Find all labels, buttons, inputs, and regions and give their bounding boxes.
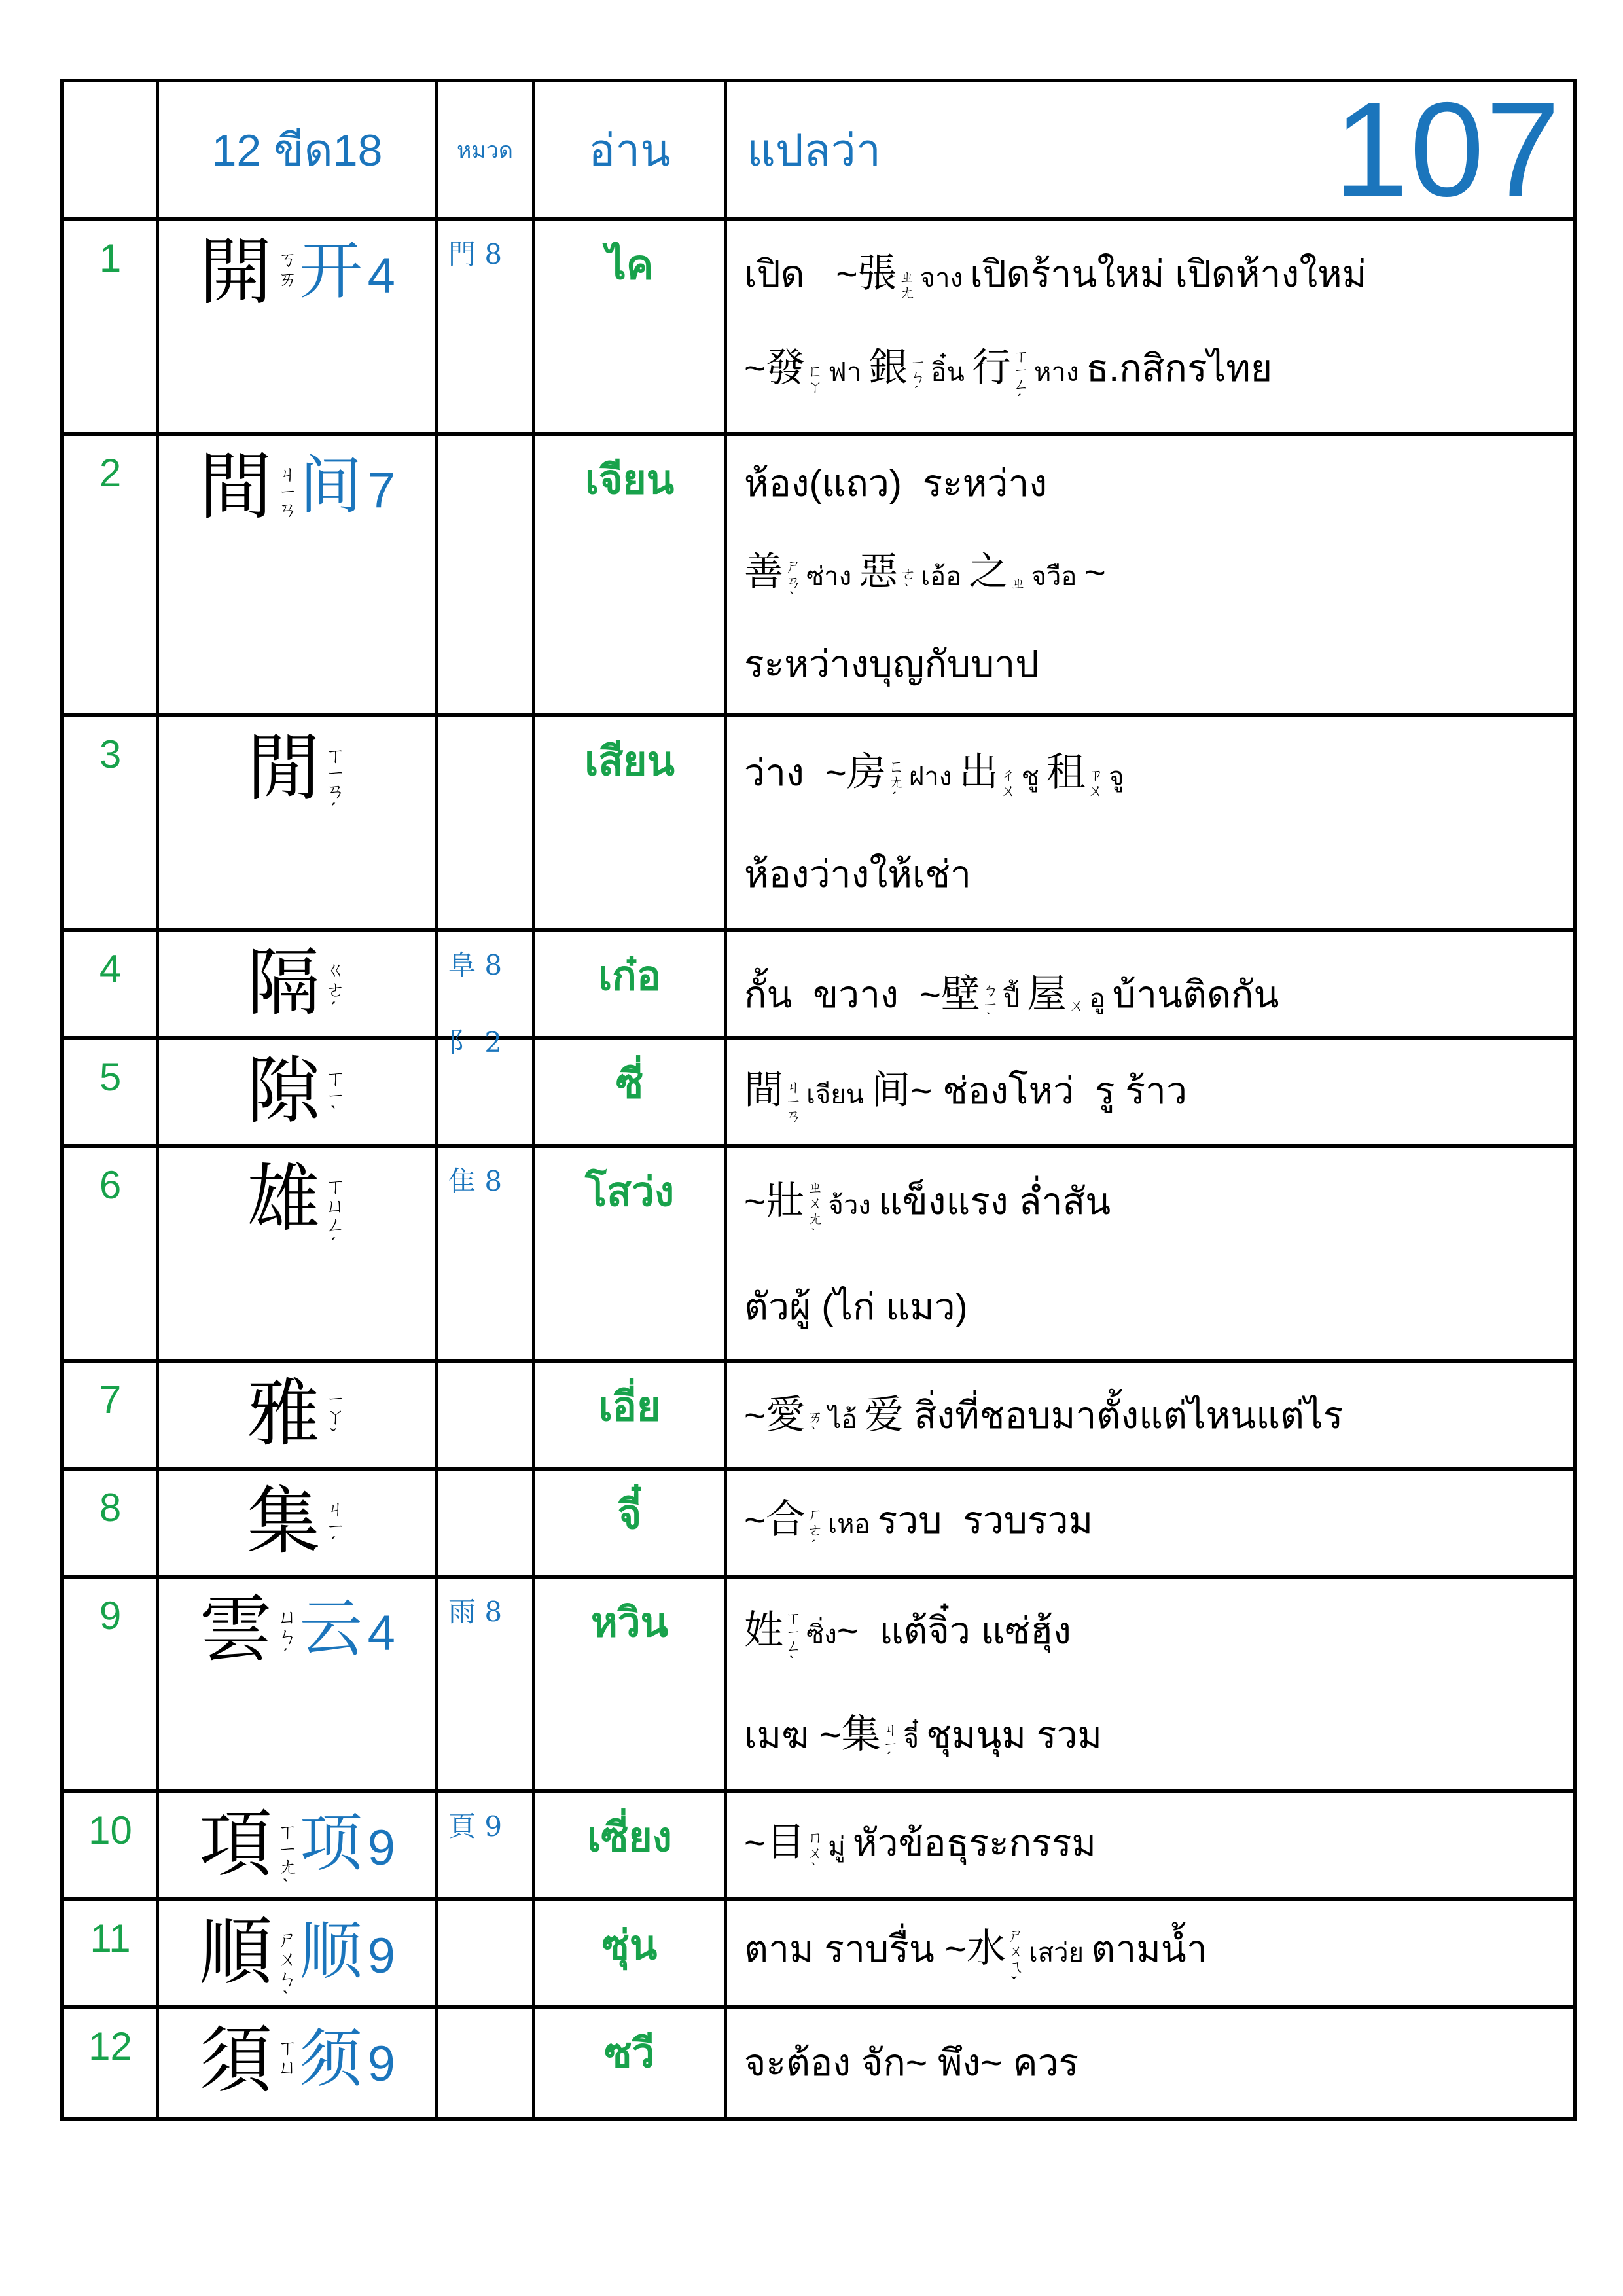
thai-phonetic: เอ้อ — [914, 562, 969, 591]
thai-phonetic: ชู — [1014, 762, 1046, 791]
hanzi: 項 — [199, 1802, 273, 1887]
radical-info: 門 8 — [448, 238, 503, 270]
hanzi-inline: 間 — [744, 1067, 783, 1114]
zhuyin-inline: ㄓㄨㄤˋ — [804, 1178, 823, 1244]
meaning-text: เมฆ ~ — [744, 1713, 842, 1756]
hanzi-inline: 目 — [766, 1820, 806, 1866]
row-number: 3 — [64, 717, 159, 928]
zhuyin: ㄒㄧㄢˊ — [322, 745, 344, 821]
row-number: 11 — [64, 1901, 159, 2009]
hanzi-inline: 屋 — [1027, 971, 1067, 1018]
simplified-hanzi: 开 — [299, 234, 363, 308]
hanzi-inline: 水 — [966, 1926, 1006, 1972]
row-number: 10 — [64, 1793, 159, 1897]
row-number: 8 — [64, 1471, 159, 1575]
thai-phonetic: เหอ — [821, 1510, 878, 1539]
table-row — [64, 436, 1573, 717]
meaning-line — [744, 1813, 1564, 1877]
meaning-line — [744, 1705, 1564, 1768]
thai-reading: เจียน — [535, 436, 727, 713]
table-row — [64, 1040, 1573, 1148]
meaning-text: ~ — [744, 1822, 766, 1865]
hanzi-cell — [159, 1793, 438, 1897]
meaning-text: เปิดร้านใหม่ เปิดห้างใหม่ — [970, 253, 1367, 296]
row-number: 7 — [64, 1363, 159, 1467]
meaning-text: ตาม ราบรื่น ~ — [744, 1928, 967, 1971]
meaning-line — [744, 1172, 1564, 1244]
row-number: 4 — [64, 932, 159, 1060]
row-number: 1 — [64, 221, 159, 432]
zhuyin: ㄒㄧㄤˋ — [274, 1821, 296, 1897]
table-row — [64, 932, 1573, 1058]
zhuyin-inline: ㄧㄣˊ — [907, 355, 925, 401]
meaning-text: ว่าง ~ — [744, 751, 847, 794]
radical-cell — [438, 1363, 535, 1467]
hanzi-inline: 租 — [1046, 749, 1086, 795]
radical-cell — [438, 2009, 535, 2117]
hanzi: 順 — [199, 1910, 273, 1995]
zhuyin-inline: ㄐㄧㄢ — [783, 1079, 800, 1123]
zhuyin-inline: ㄕㄨㄟˇ — [1005, 1926, 1023, 1992]
thai-phonetic: เสว่ย — [1021, 1939, 1092, 1968]
meaning-text: จะต้อง จัก~ พึง~ ควร — [744, 2041, 1079, 2084]
meaning-line — [744, 456, 1564, 512]
thai-reading: เสียน — [535, 717, 727, 928]
hanzi-inline: 集 — [841, 1711, 881, 1757]
header-meaning-column: แปลว่า — [747, 126, 882, 175]
zhuyin-inline: ㄓㄤ — [896, 268, 914, 300]
radical-cell — [438, 221, 535, 432]
thai-reading: หวิน — [535, 1579, 727, 1789]
hanzi-cell — [159, 1148, 438, 1359]
zhuyin: ㄎㄞ — [274, 249, 296, 288]
meaning-cell — [727, 1471, 1573, 1575]
meaning-line — [744, 847, 1564, 903]
stroke-count: 9 — [367, 1928, 395, 1984]
meaning-line — [744, 1386, 1564, 1444]
zhuyin-inline: ㄅㄧˋ — [979, 981, 997, 1028]
meaning-text: ~ — [744, 1180, 766, 1223]
thai-reading: เก๋อ — [535, 932, 727, 1060]
hanzi-inline: 發 — [766, 345, 806, 391]
hanzi-inline: 合 — [766, 1497, 806, 1543]
meaning-text: ห้องว่างให้เช่า — [744, 853, 972, 895]
meaning-text: บ้านติดกัน — [1112, 974, 1279, 1016]
radical-cell — [438, 1148, 535, 1359]
radical-cell — [438, 1040, 535, 1144]
row-number: 2 — [64, 436, 159, 713]
table-row — [64, 717, 1573, 932]
thai-reading: โสว่ง — [535, 1148, 727, 1359]
thai-phonetic: เจียน — [799, 1081, 872, 1110]
meaning-cell — [727, 2009, 1573, 2117]
hanzi-inline: 惡 — [859, 548, 899, 595]
hanzi-inline: 之 — [969, 548, 1008, 595]
simplified-hanzi: 云 — [299, 1592, 363, 1665]
meaning-line — [744, 1061, 1564, 1122]
hanzi: 間 — [199, 444, 273, 529]
hanzi-inline: 張 — [857, 251, 897, 297]
meaning-text: กั้น ขวาง ~ — [744, 974, 941, 1016]
hanzi: 閒 — [247, 726, 321, 811]
zhuyin-inline: ㄗㄨ — [1084, 766, 1103, 798]
hanzi-cell — [159, 221, 438, 432]
simplified-hanzi: 项 — [299, 1806, 363, 1880]
thai-reading: ซวี — [535, 2009, 727, 2117]
meaning-text: ชุมนุม รวม — [926, 1713, 1102, 1756]
hanzi: 隙 — [247, 1049, 321, 1134]
thai-phonetic: ซ่าง — [799, 562, 859, 591]
hanzi-inline: 出 — [959, 749, 999, 795]
thai-phonetic: ซิ่ง — [799, 1620, 837, 1649]
vocab-table — [60, 74, 1577, 2121]
hanzi: 雅 — [247, 1371, 321, 1456]
thai-reading: ซี่ — [535, 1040, 727, 1144]
hanzi: 雲 — [199, 1587, 273, 1672]
hanzi: 開 — [199, 230, 273, 315]
stroke-count: 7 — [367, 463, 395, 518]
table-row — [64, 2009, 1573, 2117]
meaning-text: รวบ รวบรวม — [877, 1499, 1094, 1542]
meaning-text: ตัวผู้ (ไก่ แมว) — [744, 1285, 968, 1328]
table-row — [64, 1471, 1573, 1579]
table-row — [64, 1579, 1573, 1793]
meaning-text: ~ แต้จิ๋ว แซ่ฮุ้ง — [836, 1609, 1071, 1652]
meaning-cell — [727, 1040, 1573, 1144]
meaning-text: ~ — [744, 1499, 766, 1542]
zhuyin: ㄧㄚˇ — [322, 1390, 344, 1447]
zhuyin: ㄒㄧˋ — [322, 1067, 344, 1124]
meaning-line — [744, 637, 1564, 693]
thai-phonetic: มู่ — [821, 1833, 853, 1862]
hanzi-inline: 间 — [871, 1067, 911, 1114]
meaning-text: ~ ช่องโหว่ รู ร้าว — [910, 1070, 1187, 1113]
meaning-cell — [727, 1901, 1573, 2009]
thai-reading: จี๋ — [535, 1471, 727, 1575]
zhuyin-inline: ㄜˋ — [897, 565, 916, 600]
table-row — [64, 221, 1573, 436]
radical-info: 阜 8 — [448, 949, 503, 981]
meaning-text: ธ.กสิกรไทย — [1086, 348, 1273, 390]
row-number: 12 — [64, 2009, 159, 2117]
row-number: 5 — [64, 1040, 159, 1144]
simplified-hanzi: 间 — [299, 449, 363, 522]
meaning-text: สิ่งที่ชอบมาตั้งแต่ไหนแต่ไร — [903, 1394, 1344, 1437]
meaning-text: ห้อง(แถว) ระหว่าง — [744, 463, 1048, 505]
hanzi-inline: 愛 — [766, 1391, 806, 1438]
zhuyin-inline: ㄐㄧˊ — [880, 1721, 898, 1768]
thai-reading: เอี่ย — [535, 1363, 727, 1467]
meaning-cell — [727, 221, 1573, 432]
zhuyin-inline: ㄇㄨˋ — [804, 1828, 823, 1878]
zhuyin-inline: ㄒㄧㄥˊ — [1010, 347, 1028, 409]
table-row — [64, 1148, 1573, 1363]
hanzi-inline: 姓 — [744, 1607, 783, 1653]
radical-cell — [438, 1471, 535, 1575]
header-strokes-label: 12 ขีด18 — [159, 82, 438, 217]
radical-info: 頁 9 — [448, 1810, 503, 1842]
hanzi-inline: 善 — [744, 548, 783, 595]
zhuyin: ㄍㄜˊ — [322, 960, 344, 1020]
hanzi: 隔 — [247, 941, 321, 1026]
meaning-text: หัวข้อธุระกรรม — [852, 1822, 1097, 1865]
thai-phonetic: ปี้ — [995, 984, 1027, 1014]
thai-reading: เซี่ยง — [535, 1793, 727, 1897]
zhuyin-inline: ㄒㄧㄥˋ — [783, 1609, 800, 1672]
hanzi-inline: 壁 — [940, 971, 980, 1018]
meaning-line — [744, 1280, 1564, 1336]
meaning-line — [744, 338, 1564, 409]
meaning-line — [744, 244, 1564, 303]
meaning-line — [744, 1919, 1564, 1991]
meaning-cell — [727, 1579, 1573, 1789]
hanzi-cell — [159, 1471, 438, 1575]
thai-phonetic: หาง — [1026, 358, 1086, 387]
meaning-text: ตามน้ำ — [1091, 1928, 1207, 1971]
hanzi-inline: 房 — [846, 749, 886, 795]
hanzi-cell — [159, 1901, 438, 2009]
radical-cell — [438, 717, 535, 928]
meaning-line — [744, 2036, 1564, 2092]
meaning-text: ~ — [744, 348, 766, 390]
stroke-count: 4 — [367, 248, 395, 304]
stroke-count: 4 — [367, 1605, 395, 1661]
hanzi: 集 — [247, 1479, 321, 1564]
zhuyin: ㄩㄣˊ — [274, 1606, 296, 1667]
meaning-text: ~ — [744, 1394, 766, 1437]
zhuyin-inline: ㄈㄚ — [804, 362, 823, 394]
radical-cell — [438, 1901, 535, 2009]
thai-phonetic: จี๋ — [896, 1724, 927, 1753]
zhuyin: ㄒㄩ — [274, 2037, 296, 2076]
hanzi-cell — [159, 1040, 438, 1144]
thai-phonetic: ฝาง — [901, 762, 959, 791]
hanzi: 雄 — [247, 1157, 321, 1242]
thai-phonetic: ฟา — [821, 358, 869, 387]
zhuyin: ㄒㄩㄥˊ — [322, 1175, 344, 1256]
table-row — [64, 1793, 1573, 1901]
table-row — [64, 1901, 1573, 2009]
hanzi-cell — [159, 717, 438, 928]
thai-reading: ไค — [535, 221, 727, 432]
meaning-line — [744, 543, 1564, 607]
thai-phonetic: จู — [1101, 762, 1124, 791]
meaning-text: เปิด ~ — [744, 253, 858, 296]
thai-phonetic: อิ๋น — [923, 358, 972, 387]
hanzi-inline: 壯 — [766, 1177, 806, 1224]
zhuyin: ㄕㄨㄣˋ — [274, 1929, 296, 2009]
hanzi: 須 — [199, 2018, 273, 2103]
radical-info: 隹 8 — [448, 1165, 503, 1197]
zhuyin-inline: ㄓ — [1007, 574, 1026, 590]
hanzi-cell — [159, 2009, 438, 2117]
stroke-count: 9 — [367, 2036, 395, 2092]
header-meaning-cell — [727, 74, 1573, 224]
meaning-cell — [727, 1363, 1573, 1467]
meaning-text: แข็งแรง ล่ำสัน — [878, 1180, 1111, 1223]
header-row — [64, 74, 1573, 224]
thai-phonetic: ไอ้ — [821, 1405, 865, 1434]
radical-info: 雨 8 — [448, 1596, 503, 1628]
hanzi-inline: 行 — [971, 345, 1011, 391]
meaning-line — [744, 743, 1564, 807]
meaning-line — [744, 1601, 1564, 1672]
zhuyin-inline: ㄔㄨ — [997, 766, 1016, 798]
page-number: 107 — [1333, 74, 1561, 224]
thai-phonetic: จาง — [912, 264, 971, 293]
thai-phonetic: จวือ — [1024, 562, 1084, 591]
zhuyin: ㄐㄧㄢ — [274, 463, 296, 518]
table-row — [64, 1363, 1573, 1471]
hanzi-cell — [159, 436, 438, 713]
meaning-cell — [727, 717, 1573, 928]
meaning-text: ระหว่างบุญกับบาป — [744, 643, 1039, 686]
header-radical-column: หมวด — [438, 82, 535, 217]
header-reading-column: อ่าน — [535, 82, 727, 217]
thai-phonetic: จ้วง — [821, 1191, 878, 1220]
meaning-cell — [727, 436, 1573, 713]
zhuyin-inline: ㄈㄤˊ — [885, 757, 903, 807]
meaning-line — [744, 1490, 1564, 1554]
zhuyin-inline: ㄏㄜˊ — [804, 1505, 823, 1555]
hanzi-inline: 銀 — [868, 345, 908, 391]
meaning-line — [744, 965, 1564, 1028]
radical-cell — [438, 1579, 535, 1789]
simplified-hanzi: 顺 — [299, 1914, 363, 1988]
simplified-hanzi: 须 — [299, 2022, 363, 2096]
zhuyin-inline: ㄕㄢˋ — [783, 558, 800, 607]
radical-cell — [438, 1793, 535, 1897]
meaning-text: ~ — [1084, 551, 1106, 594]
row-number: 9 — [64, 1579, 159, 1789]
row-number: 6 — [64, 1148, 159, 1359]
zhuyin-inline: ㄨ — [1065, 996, 1084, 1013]
hanzi-inline: 爱 — [864, 1391, 904, 1438]
zhuyin-inline: ㄞˋ — [804, 1408, 823, 1442]
hanzi-cell — [159, 1579, 438, 1789]
stroke-count: 9 — [367, 1820, 395, 1876]
thai-reading: ซุ่น — [535, 1901, 727, 2009]
radical-cell — [438, 436, 535, 713]
meaning-cell — [727, 1148, 1573, 1359]
radical-info: 阝 2 — [448, 1026, 503, 1058]
thai-phonetic: อู — [1082, 984, 1113, 1014]
meaning-cell — [727, 1793, 1573, 1897]
zhuyin: ㄐㄧˊ — [322, 1498, 344, 1555]
header-empty-cell — [64, 82, 159, 217]
hanzi-cell — [159, 1363, 438, 1467]
